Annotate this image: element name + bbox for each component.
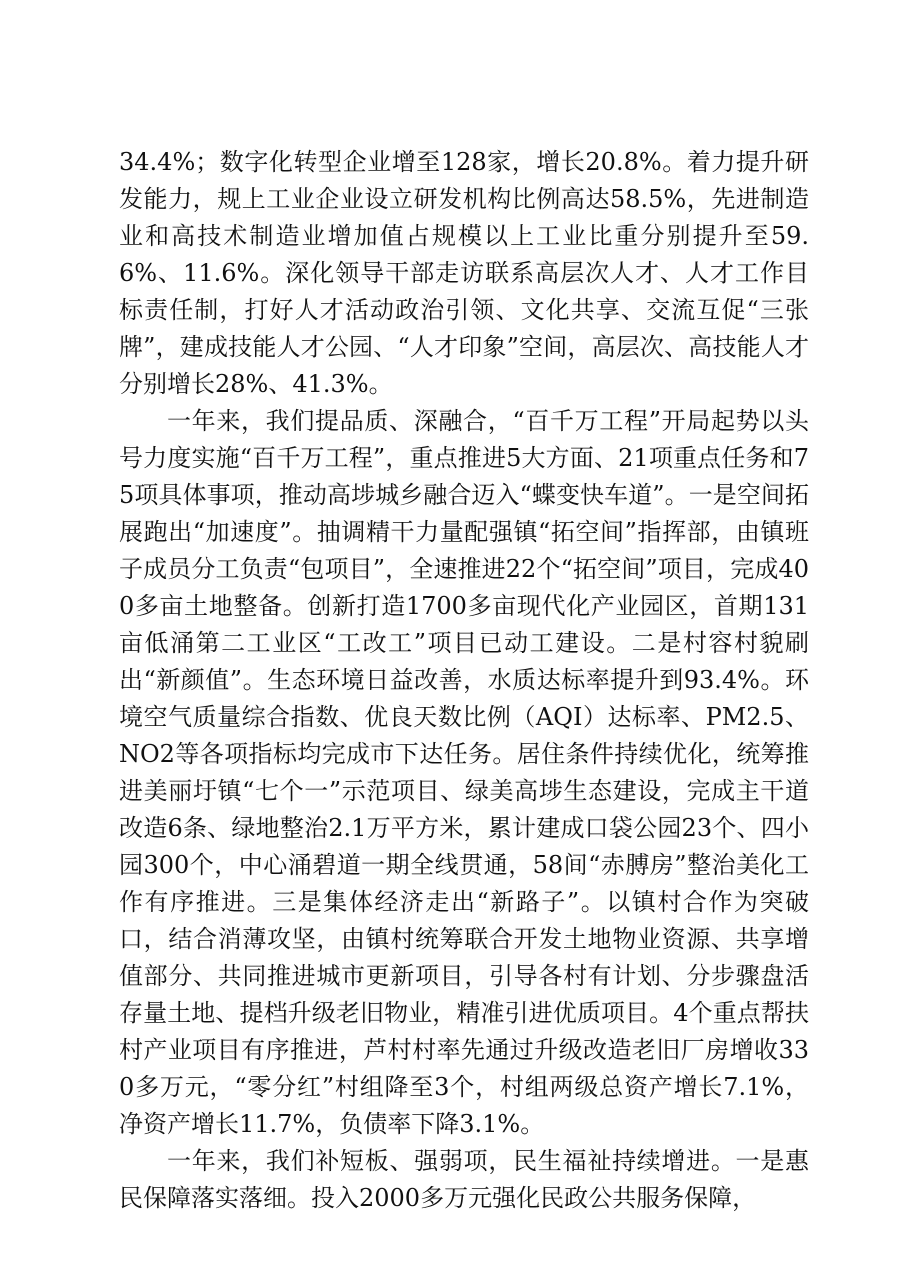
document-body xyxy=(119,144,809,1217)
paragraph-2: 一年来，我们提品质、深融合，“百千万工程”开局起势以头号力度实施“百千万工程”，重点推进5大方面、21项重点任务和75项具体事项，推动高埗城乡融合迈入“蝶变快车道”。一是空间拓展跑出“加速度”。抽调精干力量配强镇“拓空间”指挥部，由镇班子成员分工负责“包项目”，全速推进22个“拓空间”项目，完成400多亩土地整备。创新打造1700多亩现代化产业园区，首期131亩低涌第二工业区“工改工”项目已动工建设。二是村容村貌刷出“新颜值”。生态环境日益改善，水质达标率提升到93.4%。环境空气质量综合指数、优良天数比例（AQI）达标率、PM2.5、NO2等各项指标均完成市下达任务。居住条件持续优化，统筹推进美丽圩镇“七个一”示范项目、绿美高埗生态建设，完成主干道改造6条、绿地整治2.1万平方米，累计建成口袋公园23个、四小园300个，中心涌碧道一期全线贯通，58间“赤膊房”整治美化工作有序推进。三是集体经济走出“新路子”。以镇村合作为突破口，结合消薄攻坚，由镇村统筹联合开发土地物业资源、共享增值部分、共同推进城市更新项目，引导各村有计划、分步骤盘活存量土地、提档升级老旧物业，精准引进优质项目。4个重点帮扶村产业项目有序推进，芦村村率先通过升级改造老旧厂房增收330多万元，“零分红”村组降至3个，村组两级总资产增长7.1%，净资产增长11.7%，负债率下降3.1%。 xyxy=(119,407,809,1138)
paragraph-1: 34.4%；数字化转型企业增至128家，增长20.8%。着力提升研发能力，规上工业企业设立研发机构比例高达58.5%，先进制造业和高技术制造业增加值占规模以上工业比重分别提升至59.6%、11.6%。深化领导干部走访联系高层次人才、人才工作目标责任制，打好人才活动政治引领、文化共享、交流互促“三张牌”，建成技能人才公园、“人才印象”空间，高层次、高技能人才分别增长28%、41.3%。 xyxy=(119,148,809,398)
paragraph-3: 一年来，我们补短板、强弱项，民生福祉持续增进。一是惠民保障落实落细。投入2000多万元强化民政公共服务保障， xyxy=(119,1147,809,1212)
